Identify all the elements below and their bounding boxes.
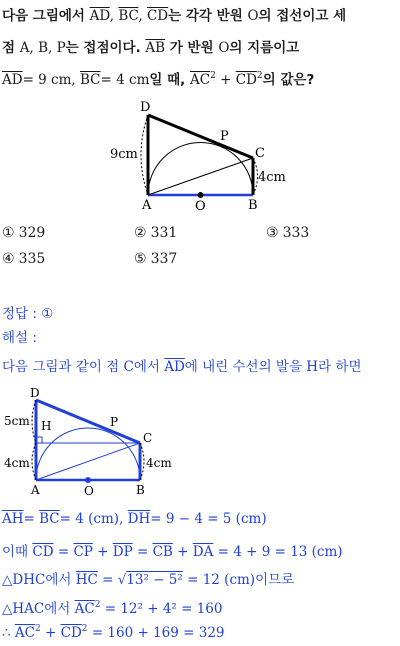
question-line-3	[2, 68, 314, 88]
explanation-label: 해설 :	[2, 330, 37, 346]
line-ac	[148, 158, 253, 195]
label-o: O	[195, 199, 206, 214]
question-text: 의 지름이고	[229, 40, 300, 56]
segment-bc: $\overline{BC}$	[118, 8, 139, 24]
tangent-points: A, B, P	[19, 40, 66, 56]
square: 2	[256, 71, 263, 81]
label-d: D	[140, 100, 151, 115]
label-5cm: 5cm	[4, 414, 30, 428]
label-b: B	[136, 483, 145, 497]
label-c: C	[143, 431, 153, 445]
question-text: 일 때,	[149, 72, 191, 88]
question-text: 의 값은?	[262, 72, 315, 88]
option-4[interactable]: ④ 335	[2, 251, 46, 267]
segment-ac: $\overline{AC}$	[190, 72, 211, 88]
segment-bc: $\overline{BC}$	[80, 72, 101, 88]
point-o: O	[247, 8, 259, 24]
label-b: B	[248, 198, 258, 213]
solution-intro: 다음 그림과 같이 점 C에서 $\overline{AD}$에 내린 수선의 발을 H라 하면	[2, 359, 362, 375]
option-5[interactable]: ⑤ 337	[134, 251, 178, 267]
label-p: P	[110, 415, 119, 429]
step-4: △HAC에서 $\overline{AC}^2 = 12^2 + 4^2 = 160$	[2, 600, 223, 617]
label-o: O	[84, 484, 94, 498]
label-4cm-left: 4cm	[4, 456, 30, 470]
step-5: ∴ $\overline{AC}^2 + \overline{CD}^2 = 160 + 169 = 329$	[2, 624, 225, 641]
question-text: 의 접선이고 세	[258, 8, 347, 24]
question-text: 는 각각 반원	[168, 8, 248, 24]
question-text: 는 접점이다.	[65, 40, 146, 56]
figure-semicircle-tangents	[0, 90, 400, 215]
label-a: A	[31, 483, 40, 497]
segment-ad: $\overline{AD}$	[89, 8, 110, 24]
question-text: 다음 그림에서	[2, 8, 90, 24]
label-a: A	[142, 198, 152, 213]
label-9cm: 9cm	[110, 147, 138, 162]
step-1: $\overline{AH}= \overline{BC}= 4$ (cm), $\overline{DH}= 9 - 4 = 5$ (cm)	[2, 511, 267, 527]
line-dc	[36, 400, 140, 443]
given-ad: = 9 cm,	[22, 72, 81, 88]
figure-solution	[0, 380, 400, 500]
center-dot	[85, 477, 91, 483]
option-2[interactable]: ② 331	[134, 225, 178, 241]
square: 2	[210, 71, 216, 81]
question-text: 가 반원	[165, 40, 219, 56]
segment-cd: $\overline{CD}$	[235, 72, 257, 88]
label-h: H	[41, 419, 52, 433]
line-dc	[148, 115, 253, 158]
step-2: 이때 $\overline{CD} = \overline{CP} + \overline{DP} = \overline{CB} + \overline{DA} = 4 + 9 = 13$ (cm)	[2, 544, 343, 560]
given-bc: = 4 cm	[100, 72, 150, 88]
label-p: P	[220, 129, 229, 144]
line-ac	[36, 443, 140, 480]
question-line-1: 다음 그림에서 $\overline{AD}$, $\overline{BC}$, $\overline{CD}$는 각각 반원 O의 접선이고 세	[2, 8, 347, 24]
option-1[interactable]: ① 329	[2, 225, 46, 241]
answer-label: 정답 : ①	[2, 306, 54, 322]
point-o: O	[218, 40, 230, 56]
question-text: 점	[2, 40, 20, 56]
segment-cd: $\overline{CD}$	[146, 8, 169, 24]
label-4cm: 4cm	[258, 170, 286, 185]
step-3: △DHC에서 $\overline{HC} = √13^2 - 5^2 = 12$ (cm)이므로	[2, 572, 295, 588]
plus: +	[215, 72, 236, 88]
center-dot	[198, 192, 204, 198]
question-line-2	[2, 36, 299, 56]
segment-ad: $\overline{AD}$	[2, 72, 23, 88]
segment-ab: $\overline{AB}$	[145, 40, 166, 56]
label-d: D	[30, 386, 40, 400]
label-c: C	[255, 146, 265, 161]
option-3[interactable]: ③ 333	[266, 225, 310, 241]
label-4cm-right: 4cm	[146, 456, 172, 470]
